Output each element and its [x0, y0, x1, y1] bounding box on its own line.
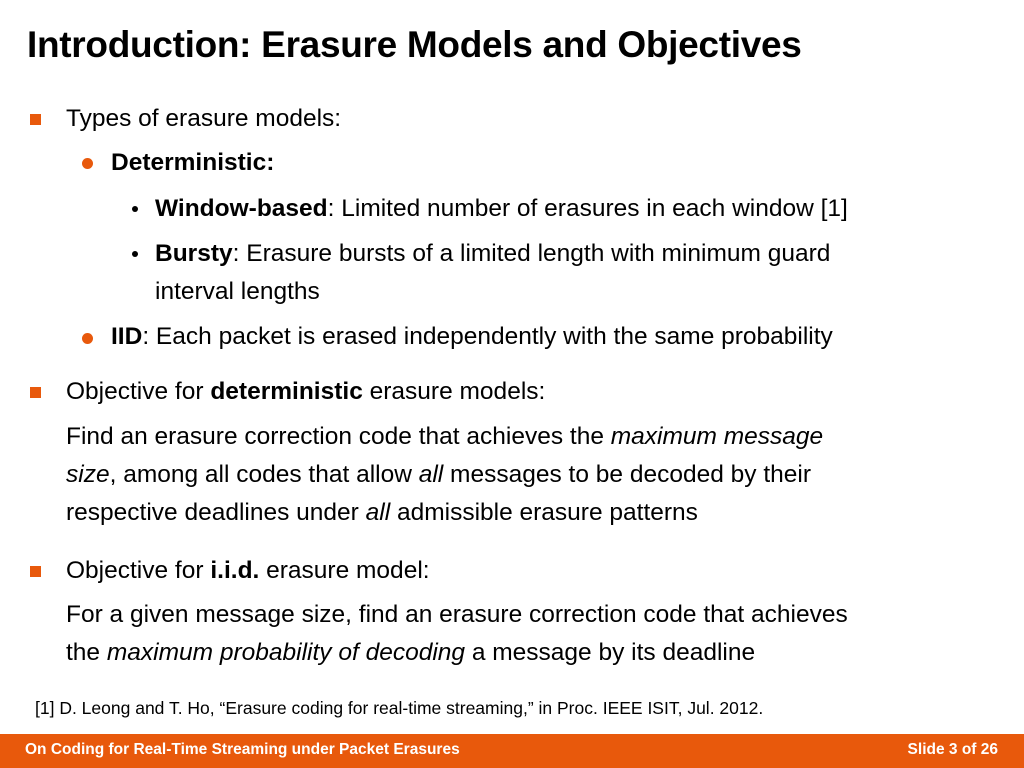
bullet-objective-iid: [66, 552, 430, 590]
bullet-window-based: [155, 190, 848, 228]
small-bullet-icon: [132, 251, 138, 257]
objective-det-term: deterministic: [210, 378, 363, 405]
bursty-term: Bursty: [155, 240, 233, 267]
slide-title: Introduction: Erasure Models and Objectives: [27, 24, 802, 65]
objective-det-line-2: [66, 456, 811, 494]
bullet-deterministic: [111, 144, 274, 182]
text-run: the: [66, 639, 107, 666]
square-bullet-icon: [30, 387, 41, 398]
bullet-bursty: [155, 235, 830, 273]
iid-desc: : Each packet is erased independently with the same probability: [142, 323, 833, 350]
text-run: , among all codes that allow: [109, 461, 419, 488]
square-bullet-icon: [30, 114, 41, 125]
objective-det-line-1: [66, 418, 823, 456]
objective-det-suffix: erasure models:: [362, 378, 546, 405]
objective-iid-line-1: [66, 596, 848, 634]
objective-iid-suffix: erasure model:: [259, 557, 430, 584]
deterministic-label: Deterministic:: [111, 149, 275, 176]
iid-term: IID: [111, 323, 143, 350]
text-run: respective deadlines under: [66, 499, 366, 526]
bursty-desc-line1: : Erasure bursts of a limited length with minimum guard: [232, 240, 831, 267]
bullet-iid: [111, 318, 833, 356]
objective-iid-line-2: [66, 634, 755, 672]
objective-det-line-3: [66, 494, 698, 532]
bullet-types: [66, 100, 341, 138]
objective-det-prefix: Objective for: [66, 378, 211, 405]
footer-title: On Coding for Real-Time Streaming under Packet Erasures: [25, 741, 460, 758]
slide-number: Slide 3 of 26: [907, 741, 998, 758]
bursty-desc-line2: interval lengths: [155, 278, 320, 305]
text-run: messages to be decoded by their: [443, 461, 811, 488]
objective-iid-term: i.i.d.: [210, 557, 260, 584]
square-bullet-icon: [30, 566, 41, 577]
window-based-term: Window-based: [155, 195, 328, 222]
bursty-continuation: [155, 273, 320, 311]
reference-citation: [1] D. Leong and T. Ho, “Erasure coding for real-time streaming,” in Proc. IEEE ISIT, Jul. 2012.: [35, 698, 764, 718]
types-label: Types of erasure models:: [66, 105, 342, 132]
emphasis-text: all: [418, 461, 444, 488]
emphasis-text: all: [365, 499, 391, 526]
bullet-objective-deterministic: [66, 373, 545, 411]
round-bullet-icon: [82, 158, 93, 169]
footer-bar: [0, 734, 1024, 768]
emphasis-text: size: [66, 461, 110, 488]
objective-iid-prefix: Objective for: [66, 557, 211, 584]
text-run: admissible erasure patterns: [390, 499, 698, 526]
text-run: For a given message size, find an erasure correction code that achieves: [66, 601, 848, 628]
text-run: a message by its deadline: [465, 639, 756, 666]
small-bullet-icon: [132, 206, 138, 212]
window-based-desc: : Limited number of erasures in each window [1]: [327, 195, 848, 222]
emphasis-text: maximum probability of decoding: [106, 639, 466, 666]
text-run: Find an erasure correction code that achieves the: [66, 423, 611, 450]
emphasis-text: maximum message: [610, 423, 824, 450]
round-bullet-icon: [82, 333, 93, 344]
